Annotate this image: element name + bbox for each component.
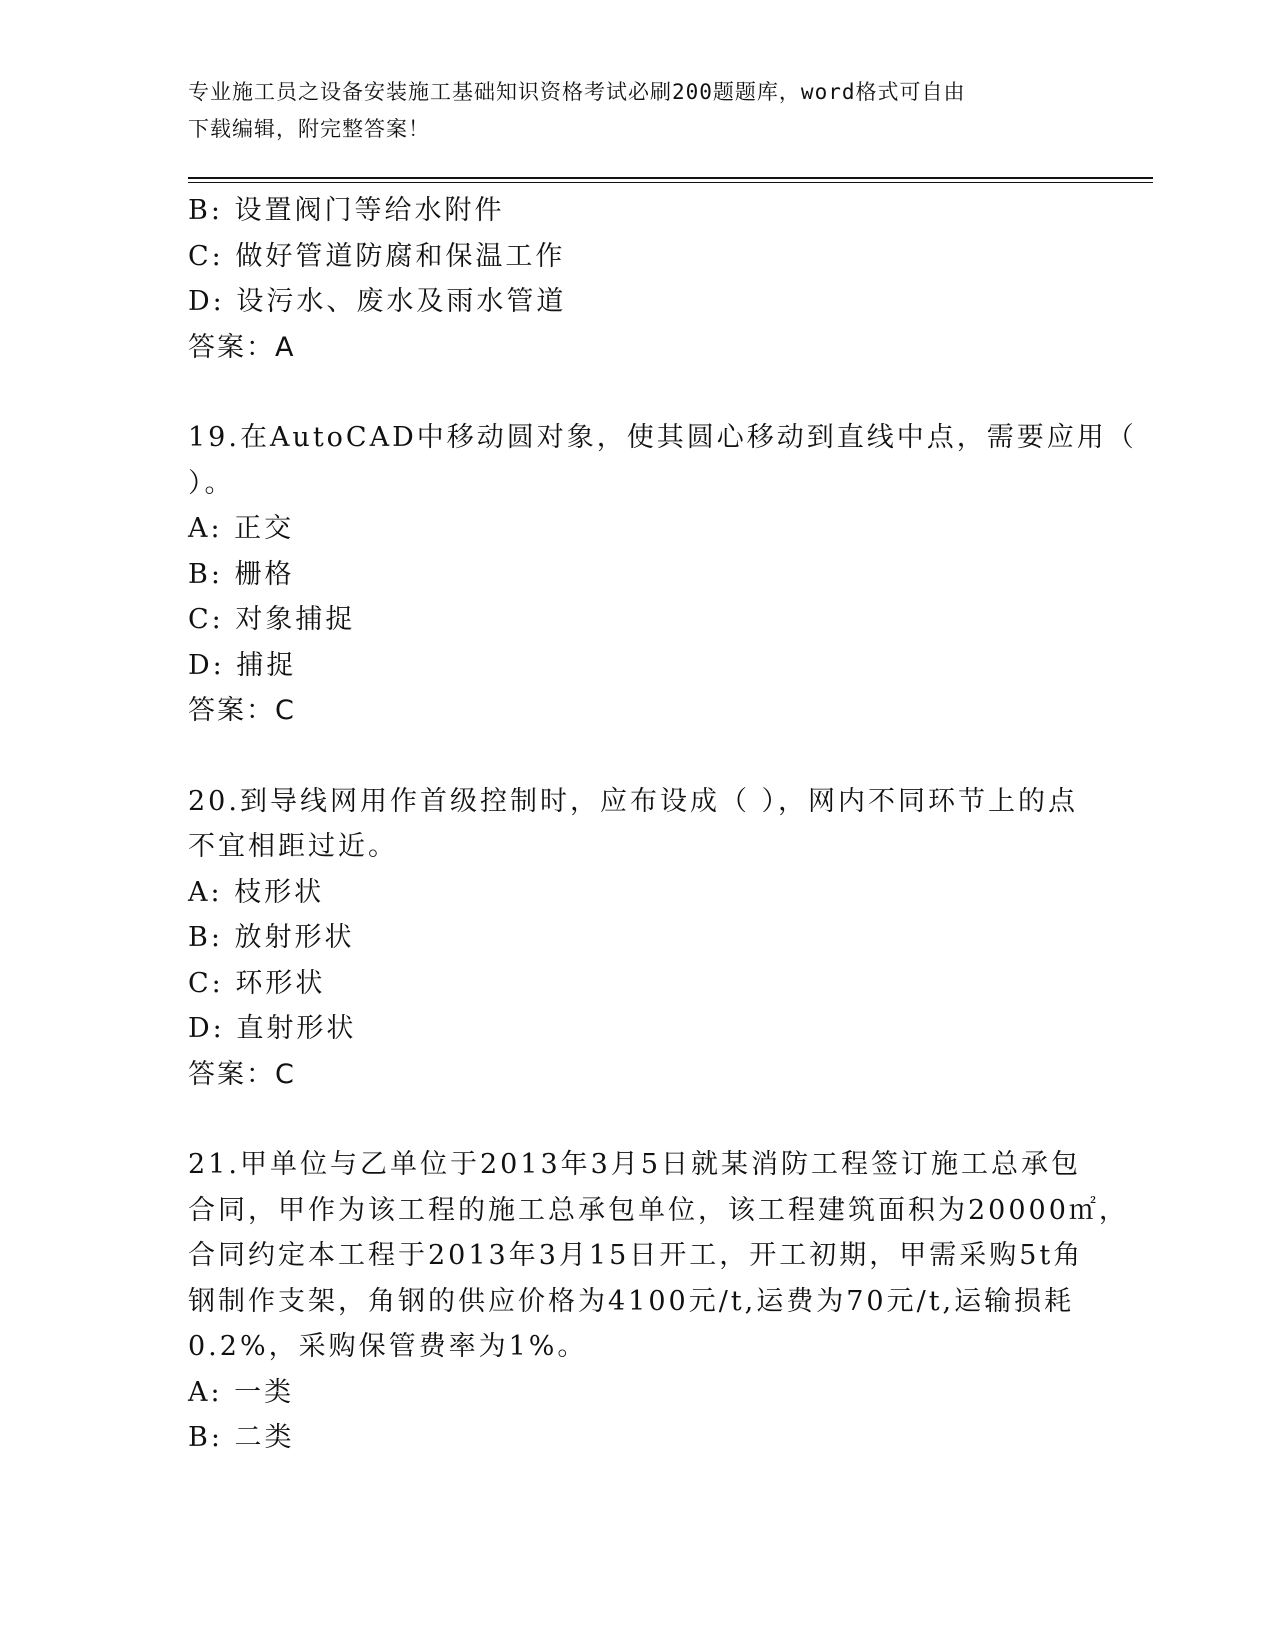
question-21 — [188, 1142, 1129, 1461]
question-stem-continued: ）。 — [188, 467, 235, 499]
option-d: D: 直射形状 — [188, 1013, 357, 1044]
option-a: A: 枝形状 — [188, 876, 325, 908]
spacer — [188, 734, 1088, 779]
answer: 答案：C — [188, 695, 296, 726]
question-stem-continued: 钢制作支架，角钢的供应价格为4100元/t,运费为70元/t,运输损耗 — [188, 1285, 1075, 1317]
spacer — [188, 370, 1088, 415]
question-18-continued — [188, 188, 1088, 370]
question-stem-continued: 合同约定本工程于2013年3月15日开工，开工初期，甲需采购5t角 — [188, 1240, 1084, 1271]
option-c: C: 做好管道防腐和保温工作 — [188, 240, 566, 272]
question-20 — [188, 779, 1088, 1098]
header-line-2: 下载编辑，附完整答案！ — [188, 117, 430, 141]
option-b: B: 栅格 — [188, 558, 295, 590]
option-c: C: 对象捕捉 — [188, 604, 356, 635]
answer: 答案：C — [188, 1058, 296, 1090]
question-list — [188, 188, 1137, 1461]
option-d: D: 设污水、废水及雨水管道 — [188, 286, 567, 317]
spacer — [188, 1097, 1088, 1142]
option-d: D: 捕捉 — [188, 649, 297, 681]
option-c: C: 环形状 — [188, 967, 326, 999]
question-stem: 21.甲单位与乙单位于2013年3月5日就某消防工程签订施工总承包 — [188, 1149, 1082, 1180]
option-b: B: 设置阀门等给水附件 — [188, 195, 505, 226]
header-divider-thin — [188, 182, 1153, 183]
option-a: A: 一类 — [188, 1376, 295, 1408]
option-b: B: 二类 — [188, 1422, 295, 1453]
question-stem: 19.在AutoCAD中移动圆对象，使其圆心移动到直线中点，需要应用（ — [188, 422, 1137, 453]
question-stem-continued: 不宜相距过近。 — [188, 831, 398, 862]
answer: 答案：A — [188, 331, 296, 363]
document-header — [188, 74, 1068, 148]
question-19 — [188, 415, 1137, 734]
option-a: A: 正交 — [188, 513, 295, 544]
header-line-1: 专业施工员之设备安装施工基础知识资格考试必刷200题题库，word格式可自由 — [188, 80, 966, 104]
header-divider-thick — [188, 177, 1153, 179]
question-stem-continued: 合同，甲作为该工程的施工总承包单位，该工程建筑面积为20000㎡， — [188, 1194, 1129, 1226]
option-b: B: 放射形状 — [188, 922, 355, 953]
question-stem: 20.到导线网用作首级控制时，应布设成（ ），网内不同环节上的点 — [188, 785, 1079, 817]
question-stem-continued: 0.2%，采购保管费率为1%。 — [188, 1331, 588, 1362]
